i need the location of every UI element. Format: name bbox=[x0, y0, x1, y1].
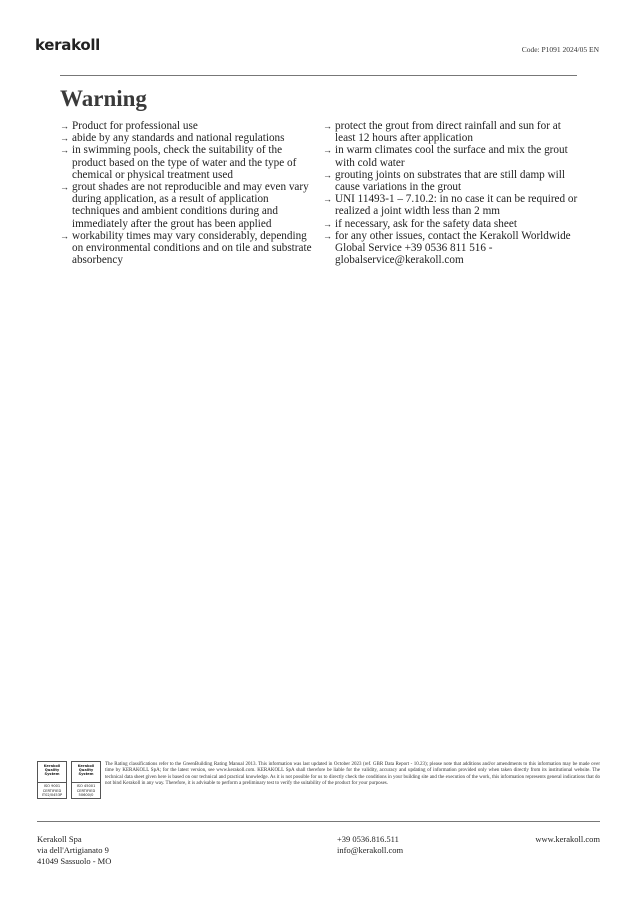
city-address: 41049 Sassuolo - MO bbox=[37, 856, 112, 866]
arrow-right-icon: → bbox=[323, 194, 332, 205]
safety-certification-badge: Kerakoll Quality System ISO 45001 CERTIFIED 50600/0 bbox=[71, 761, 101, 799]
disclaimer-text: The Rating classifications refer to the GreenBuilding Rating Manual 2013. This information was last updated in October 2023 (ref. GBR Data Report - 10.23); please note that additions and/or amendments to this information may be made over time by KERAKOLL SpA; for the latest version, see www.kerakoll.com. KERAKOLL SpA shall therefore be liable for the validity, accuracy and updating of information provided only when taken directly from its institutional website. The technical data sheet given here is based on our technical and practical knowledge. As it is not possible for us to directly check the conditions in your building site and the execution of the work, this information represents general indications that do not bind Kerakoll in any way. Therefore, it is advisable to perform a preliminary test to verify the suitability of the product for your purposes. bbox=[105, 762, 600, 786]
warning-list-right bbox=[323, 120, 583, 266]
kerakoll-logo: kerakoll bbox=[35, 36, 101, 54]
arrow-right-icon: → bbox=[323, 218, 332, 229]
certification-badges bbox=[37, 761, 101, 799]
street-address: via dell'Artigianato 9 bbox=[37, 845, 109, 855]
quality-certification-badge: Kerakoll Quality System ISO 9001 CERTIFIED IT02/0453P bbox=[37, 761, 67, 799]
arrow-right-icon: → bbox=[323, 169, 332, 180]
email-link[interactable]: info@kerakoll.com bbox=[337, 845, 404, 855]
list-item: → protect the grout from direct rainfall and sun for at least 12 hours after application bbox=[323, 120, 561, 145]
list-item: → for any other issues, contact the Kerakoll Worldwide Global Service +39 0536 811 516 - globalservice@kerakoll.com bbox=[323, 229, 571, 267]
arrow-right-icon: → bbox=[323, 121, 332, 131]
phone-number: +39 0536.816.511 bbox=[337, 834, 399, 844]
arrow-right-icon: → bbox=[60, 230, 69, 241]
company-name: Kerakoll Spa bbox=[37, 834, 82, 844]
warning-list-left bbox=[60, 120, 315, 266]
arrow-right-icon: → bbox=[323, 230, 332, 241]
arrow-right-icon: → bbox=[60, 145, 69, 156]
list-item: → grout shades are not reproducible and may even vary during application, as a result of application techniques and ambient conditions during and immediately after the grout has been applied bbox=[60, 181, 309, 230]
arrow-right-icon: → bbox=[60, 133, 69, 144]
list-item: → Product for professional use bbox=[60, 120, 198, 132]
footer-website bbox=[535, 834, 600, 845]
arrow-right-icon: → bbox=[60, 121, 69, 131]
document-code: Code: P1091 2024/05 EN bbox=[521, 45, 599, 54]
footer-contacts bbox=[337, 834, 403, 856]
list-item: → workability times may vary considerably, depending on environmental conditions and on tile and substrate absorbency bbox=[60, 229, 312, 267]
footer-divider bbox=[37, 821, 600, 822]
list-item: → if necessary, ask for the safety data sheet bbox=[323, 217, 517, 230]
list-item: → UNI 11493-1 – 7.10.2: in no case it can be required or realized a joint width less than 2 mm bbox=[323, 193, 578, 218]
warning-title: Warning bbox=[60, 86, 147, 111]
arrow-right-icon: → bbox=[60, 182, 69, 193]
header-divider bbox=[60, 75, 577, 76]
list-item: → grouting joints on substrates that are still damp will cause variations in the grout bbox=[323, 168, 565, 194]
list-item: → abide by any standards and national regulations bbox=[60, 132, 285, 145]
website-link[interactable]: www.kerakoll.com bbox=[535, 834, 600, 844]
list-item: → in warm climates cool the surface and mix the grout with cold water bbox=[323, 144, 568, 169]
footer-address bbox=[37, 834, 111, 867]
arrow-right-icon: → bbox=[323, 145, 332, 156]
list-item: → in swimming pools, check the suitability of the product based on the type of water and the type of chemical or physical treatment used bbox=[60, 144, 297, 181]
